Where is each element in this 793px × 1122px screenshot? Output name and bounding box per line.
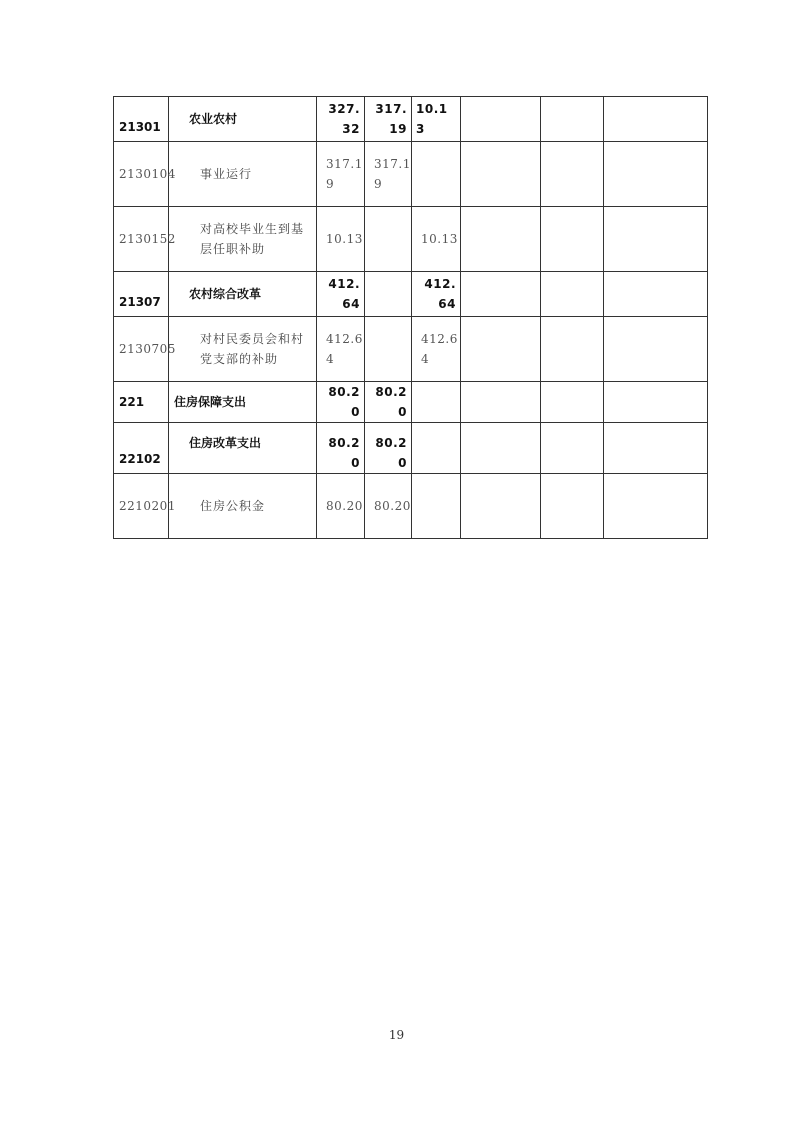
cell-basic: 80.20 xyxy=(365,382,412,423)
table-row xyxy=(114,382,708,423)
cell-basic xyxy=(365,272,412,317)
empty-cell xyxy=(604,97,708,142)
row-code: 2130705 xyxy=(114,317,169,382)
empty-cell xyxy=(541,382,604,423)
row-code: 2130152 xyxy=(114,207,169,272)
cell-basic: 317.19 xyxy=(365,142,412,207)
row-name: 农村综合改革 xyxy=(169,272,317,317)
table-row xyxy=(114,272,708,317)
table-row xyxy=(114,97,708,142)
empty-cell xyxy=(541,317,604,382)
empty-cell xyxy=(541,97,604,142)
cell-basic: 80.20 xyxy=(365,423,412,474)
row-name: 对村民委员会和村党支部的补助 xyxy=(169,317,317,382)
row-name: 住房改革支出 xyxy=(169,423,317,474)
empty-cell xyxy=(604,207,708,272)
empty-cell xyxy=(461,423,541,474)
row-name: 对高校毕业生到基层任职补助 xyxy=(169,207,317,272)
empty-cell xyxy=(541,272,604,317)
cell-project xyxy=(412,474,461,539)
empty-cell xyxy=(604,382,708,423)
cell-total: 317.19 xyxy=(317,142,365,207)
row-name: 事业运行 xyxy=(169,142,317,207)
cell-total: 327.32 xyxy=(317,97,365,142)
row-code: 2130104 xyxy=(114,142,169,207)
empty-cell xyxy=(461,272,541,317)
empty-cell xyxy=(604,272,708,317)
row-code: 2210201 xyxy=(114,474,169,539)
cell-project xyxy=(412,423,461,474)
cell-basic: 317.19 xyxy=(365,97,412,142)
cell-project: 10.13 xyxy=(412,207,461,272)
cell-total: 80.20 xyxy=(317,382,365,423)
empty-cell xyxy=(604,142,708,207)
cell-project: 10.13 xyxy=(412,97,461,142)
empty-cell xyxy=(604,423,708,474)
row-name: 住房公积金 xyxy=(169,474,317,539)
cell-basic xyxy=(365,317,412,382)
cell-total: 412.64 xyxy=(317,272,365,317)
table-row xyxy=(114,317,708,382)
empty-cell xyxy=(541,142,604,207)
empty-cell xyxy=(461,317,541,382)
empty-cell xyxy=(541,423,604,474)
cell-basic xyxy=(365,207,412,272)
budget-table xyxy=(113,96,708,539)
table-row xyxy=(114,474,708,539)
cell-total: 10.13 xyxy=(317,207,365,272)
table-row xyxy=(114,423,708,474)
cell-basic: 80.20 xyxy=(365,474,412,539)
empty-cell xyxy=(604,474,708,539)
cell-total: 80.20 xyxy=(317,474,365,539)
row-code: 221 xyxy=(114,382,169,423)
empty-cell xyxy=(461,474,541,539)
cell-project xyxy=(412,382,461,423)
empty-cell xyxy=(461,207,541,272)
cell-project: 412.64 xyxy=(412,272,461,317)
empty-cell xyxy=(461,382,541,423)
row-code: 22102 xyxy=(114,423,169,474)
cell-project xyxy=(412,142,461,207)
table-row xyxy=(114,142,708,207)
cell-total: 80.20 xyxy=(317,423,365,474)
empty-cell xyxy=(461,142,541,207)
empty-cell xyxy=(541,474,604,539)
row-name: 住房保障支出 xyxy=(169,382,317,423)
empty-cell xyxy=(461,97,541,142)
table-row xyxy=(114,207,708,272)
row-code: 21301 xyxy=(114,97,169,142)
empty-cell xyxy=(604,317,708,382)
page-number: 19 xyxy=(388,1028,405,1042)
cell-project: 412.64 xyxy=(412,317,461,382)
row-code: 21307 xyxy=(114,272,169,317)
empty-cell xyxy=(541,207,604,272)
cell-total: 412.64 xyxy=(317,317,365,382)
row-name: 农业农村 xyxy=(169,97,317,142)
